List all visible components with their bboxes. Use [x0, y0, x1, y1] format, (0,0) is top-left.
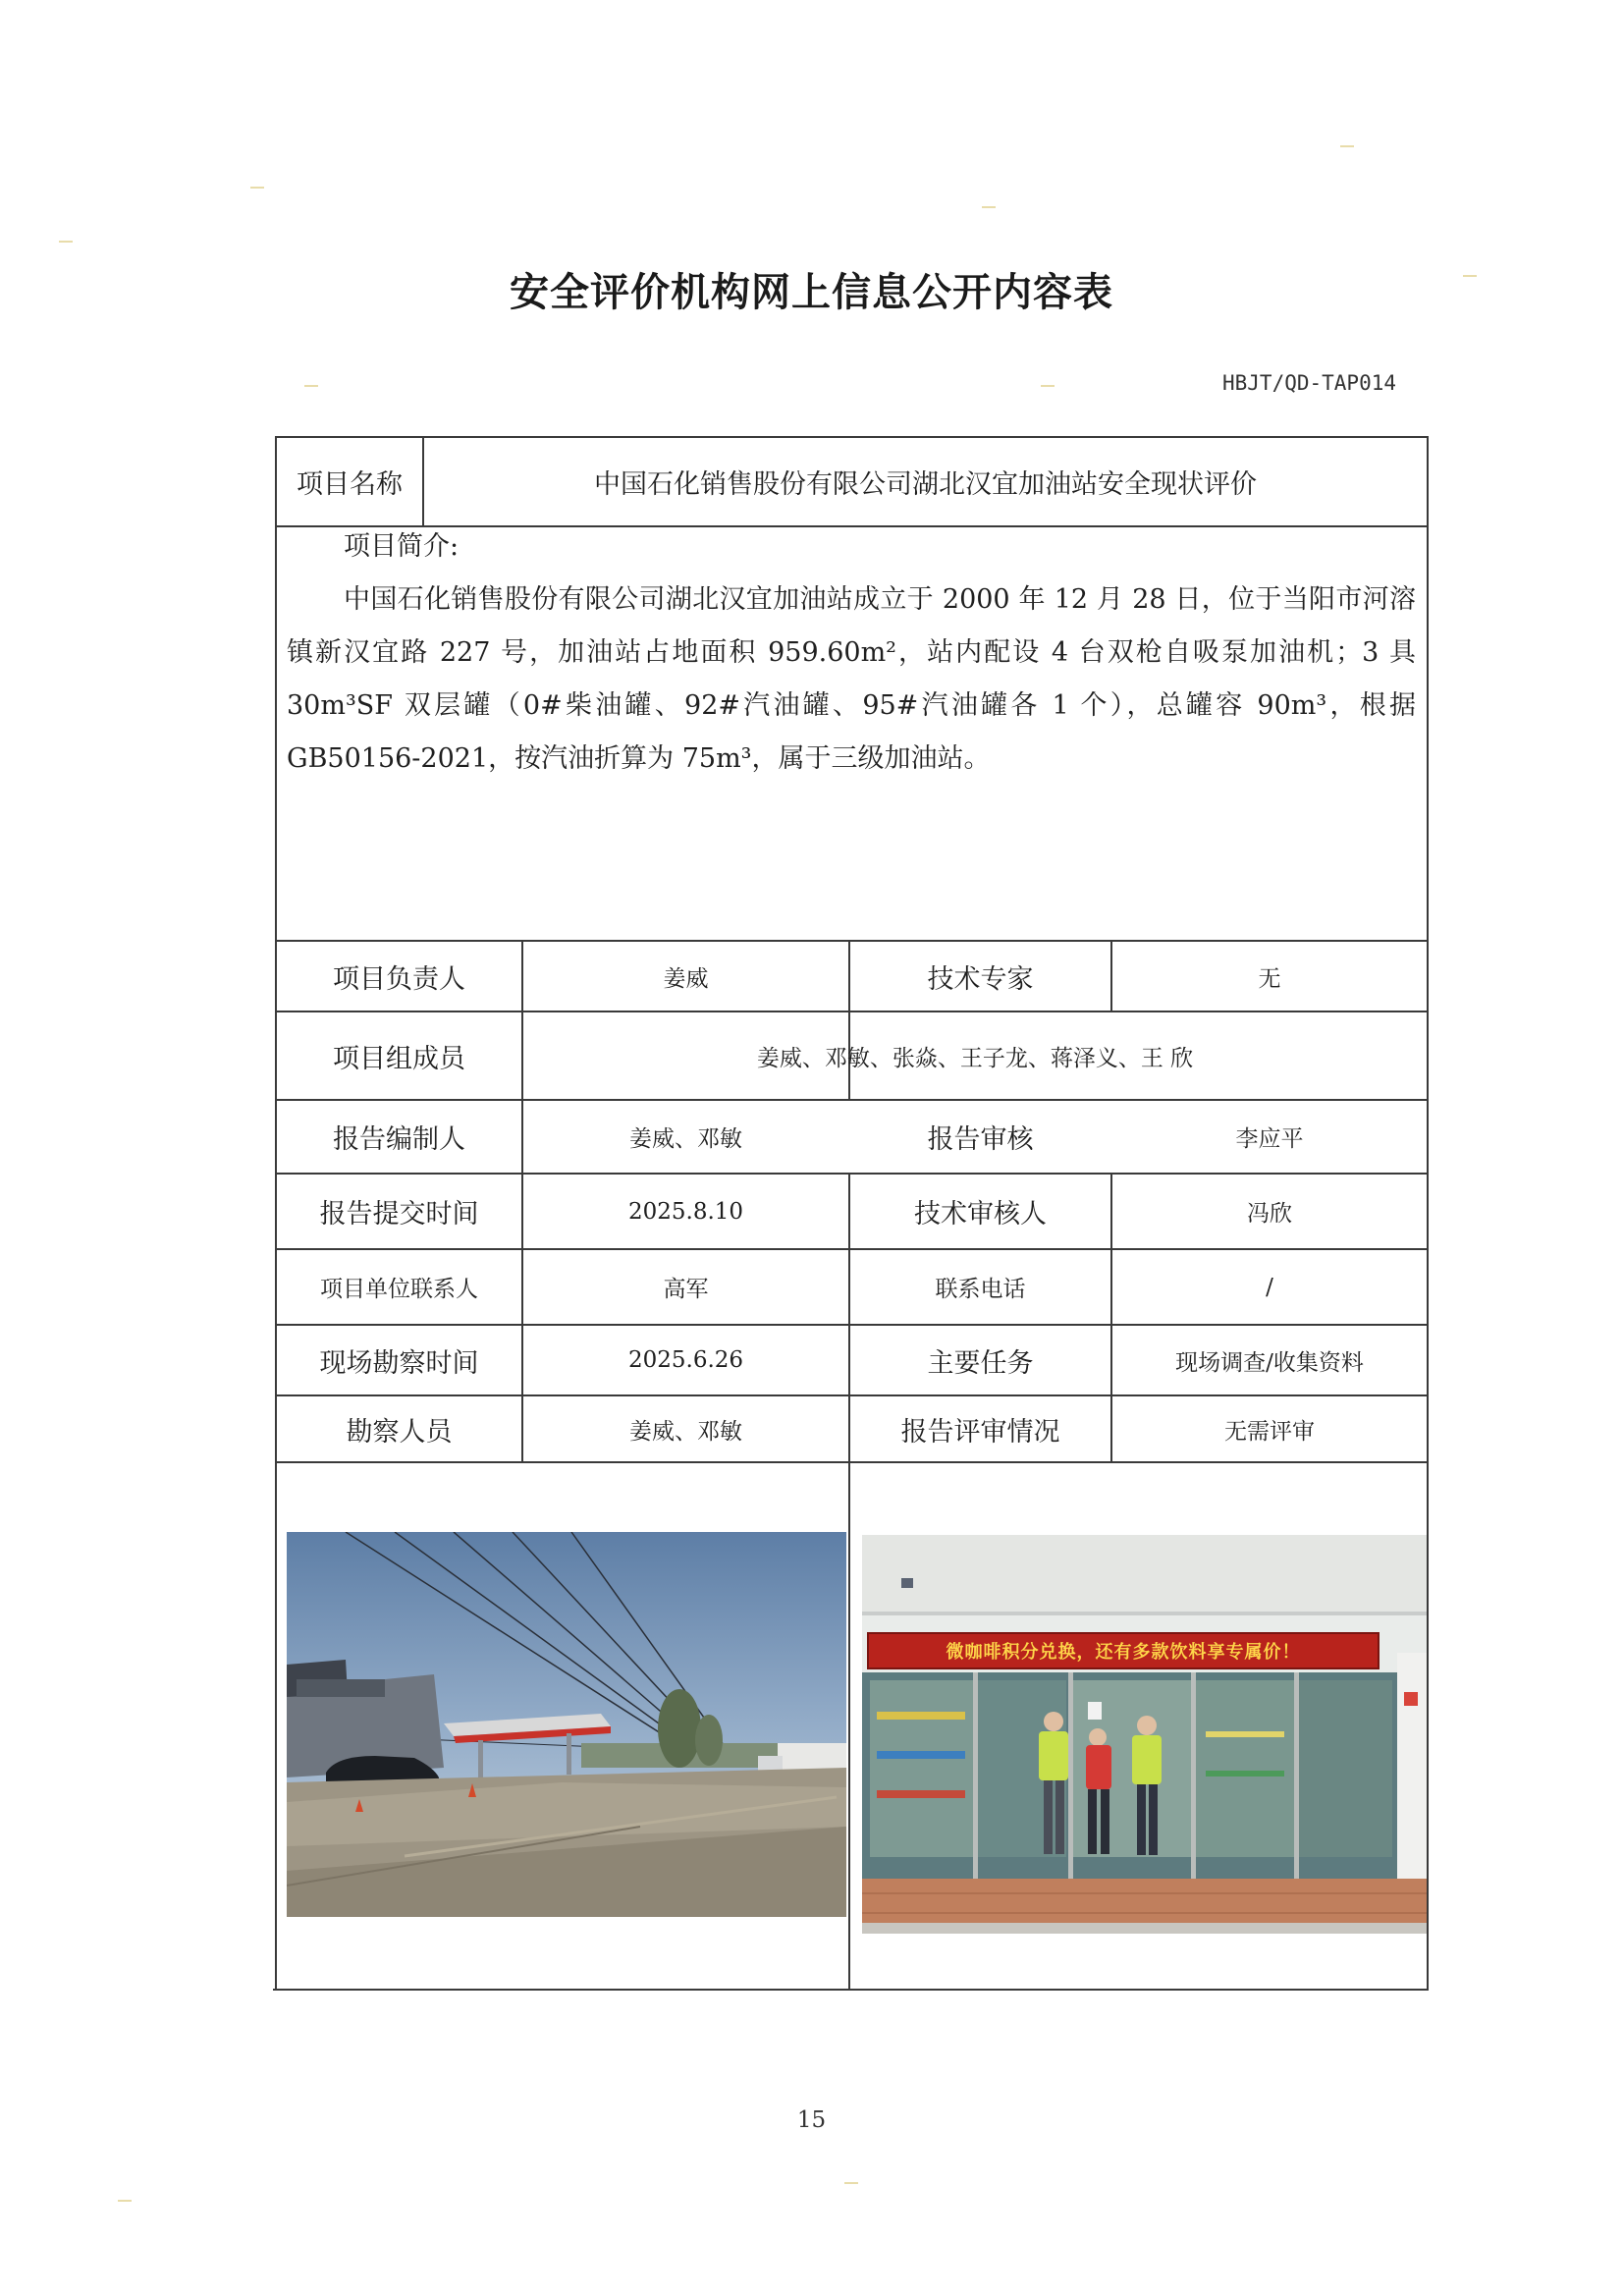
page-number: 15: [796, 2107, 827, 2133]
task-label: 主要任务: [927, 1347, 1034, 1379]
scan-speck: [304, 385, 318, 387]
submit-date-value: 2025.8.10: [627, 1198, 744, 1225]
scan-speck: [844, 2182, 858, 2184]
surveyors-label: 勘察人员: [346, 1416, 453, 1448]
table-rule: [275, 1461, 1429, 1463]
project-intro: [287, 520, 1416, 786]
banner-text: 微咖啡积分兑换，还有多款饮料享专属价！: [946, 1642, 1301, 1663]
tech-reviewer-value: 冯欣: [1247, 1201, 1292, 1227]
review-status-value: 无需评审: [1224, 1418, 1315, 1445]
table-border-bottom: [273, 1989, 1429, 1991]
task-value: 现场调查/收集资料: [1175, 1349, 1364, 1376]
expert-value: 无: [1258, 965, 1281, 992]
author-label: 报告编制人: [333, 1124, 465, 1155]
scan-speck: [59, 241, 73, 243]
scan-speck: [1340, 145, 1354, 147]
page-title: 安全评价机构网上信息公开内容表: [510, 270, 1113, 315]
store-front-photo: [862, 1535, 1427, 1934]
scan-speck: [1041, 385, 1055, 387]
gas-station-photo: [287, 1532, 846, 1917]
members-value: 姜威、邓敏、张焱、王子龙、蒋泽义、王 欣: [756, 1045, 1194, 1071]
survey-date-value: 2025.6.26: [627, 1347, 744, 1373]
scan-speck: [250, 187, 264, 189]
table-col-rule: [848, 1461, 850, 1991]
expert-label: 技术专家: [927, 963, 1034, 995]
review-status-label: 报告评审情况: [900, 1416, 1060, 1448]
intro-text: 中国石化销售股份有限公司湖北汉宜加油站成立于 2000 年 12 月 28 日，位于当阳市河溶镇新汉宜路 227 号，加油站占地面积 959.60m²，站内配设 4 台双枪自吸泵加油机；3 具 30m³SF 双层罐（0#柴油罐、92#汽油罐、95#汽油罐各 1 个），总罐容 90m³，根据 GB50156-2021，按汽油折算为 75m³，属于三级加油站。: [287, 584, 1416, 774]
project-name-label: 项目名称: [297, 469, 403, 500]
review-value: 李应平: [1235, 1126, 1304, 1152]
lead-label: 项目负责人: [333, 963, 465, 995]
intro-label: 项目简介:: [344, 531, 460, 562]
phone-value: /: [1266, 1274, 1273, 1300]
tech-reviewer-label: 技术审核人: [914, 1199, 1047, 1230]
contact-value: 高军: [663, 1277, 709, 1302]
members-label: 项目组成员: [333, 1043, 465, 1074]
lead-value: 姜威: [663, 965, 709, 992]
project-name-value: 中国石化销售股份有限公司湖北汉宜加油站安全现状评价: [594, 469, 1257, 500]
scan-speck: [118, 2200, 132, 2202]
review-label: 报告审核: [927, 1124, 1034, 1155]
survey-date-label: 现场勘察时间: [319, 1347, 479, 1379]
table-border-right: [1427, 436, 1429, 1991]
submit-date-label: 报告提交时间: [319, 1199, 479, 1230]
author-value: 姜威、邓敏: [629, 1126, 742, 1152]
scan-speck: [982, 206, 996, 208]
phone-label: 联系电话: [935, 1277, 1026, 1302]
document-code: HBJT/QD-TAP014: [1222, 371, 1397, 395]
contact-label: 项目单位联系人: [320, 1277, 478, 1302]
surveyors-value: 姜威、邓敏: [629, 1418, 742, 1445]
